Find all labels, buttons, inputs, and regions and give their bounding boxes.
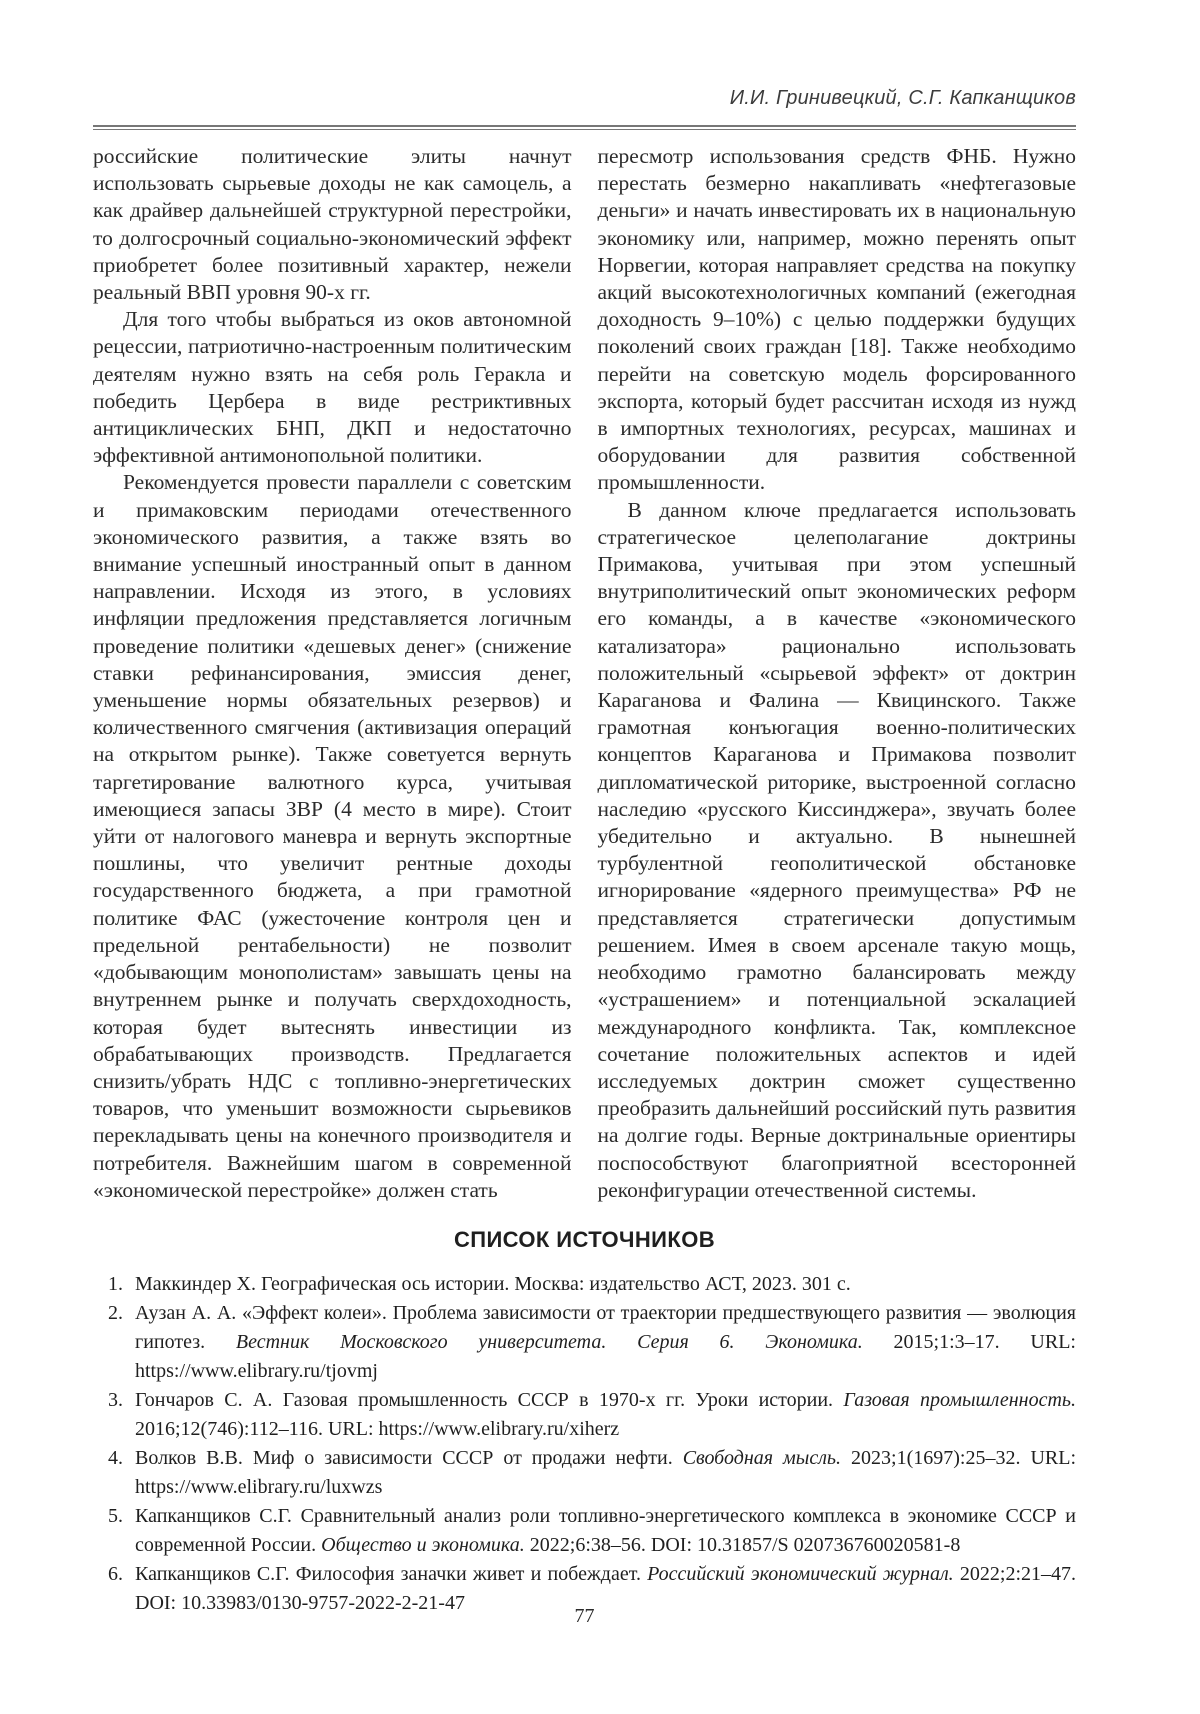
body-paragraph: Для того чтобы выбраться из оков автономной рецессии, патриотично-настроенным политическим деятелям нужно взять на себя роль Геракла и победить Цербера в виде рестриктивных антициклических БНП, ДКП и недостаточно эффективной антимонопольной политики.	[93, 307, 572, 468]
reference-number: 2.	[108, 1301, 123, 1324]
column-right	[598, 143, 1077, 1204]
column-left	[93, 143, 572, 1204]
reference-number: 5.	[108, 1504, 123, 1527]
reference-text: Аузан А. А. «Эффект колеи». Проблема зависимости от траектории предшествующего развития — эволюция гипотез. Вестник Московского университета. Серия 6. Экономика. 2015;1:3–17. URL: https://www.elibrary.ru/tjovmj	[135, 1301, 1076, 1382]
reference-text: Маккиндер Х. Географическая ось истории. Москва: издательство АСТ, 2023. 301 с.	[135, 1272, 851, 1295]
reference-text: Гончаров С. А. Газовая промышленность СССР в 1970-х гг. Уроки истории. Газовая промышленность. 2016;12(746):112–116. URL: https://www.elibrary.ru/xiherz	[135, 1388, 1076, 1440]
reference-number: 6.	[108, 1562, 123, 1585]
sources-list	[93, 1270, 1076, 1618]
reference-text: Капканщиков С.Г. Философия заначки живет и побеждает. Российский экономический журнал. 2022;2:21–47. DOI: 10.33983/0130-9757-2022-2-21-47	[135, 1562, 1076, 1614]
reference-item	[93, 1502, 1076, 1560]
page-number: 77	[574, 1605, 595, 1627]
reference-number: 4.	[108, 1446, 123, 1469]
page-header-authors: И.И. Гринивецкий, С.Г. Капканщиков	[729, 87, 1076, 109]
reference-item	[93, 1299, 1076, 1386]
reference-number: 3.	[108, 1388, 123, 1411]
body-paragraph: В данном ключе предлагается использовать стратегическое целеполагание доктрины Примакова, учитывая при этом успешный внутриполитический опыт экономических реформ его команды, а в качестве «экономического катализатора» рационально использовать положительный «сырьевой эффект» от доктрин Караганова и Фалина — Квицинского. Также грамотная конъюгация военно-политических концептов Караганова и Примакова позволит дипломатической риторике, выстроенной согласно наследию «русского Киссинджера», звучать более убедительно и актуально. В нынешней турбулентной геополитической обстановке игнорирование «ядерного преимущества» РФ не представляется стратегически допустимым решением. Имея в своем арсенале такую мощь, необходимо грамотно балансировать между «устрашением» и потенциальной эскалацией международного конфликта. Так, комплексное сочетание положительных аспектов и идей исследуемых доктрин сможет существенно преобразить дальнейший российский путь развития на долгие годы. Верные доктринальные ориентиры поспособствуют благоприятной всесторонней реконфигурации отечественной системы.	[597, 497, 1076, 1202]
reference-item	[93, 1270, 1076, 1299]
reference-number: 1.	[108, 1272, 123, 1295]
body-columns	[93, 143, 1076, 1204]
header-divider	[93, 125, 1076, 130]
reference-item	[93, 1386, 1076, 1444]
body-paragraph: Рекомендуется провести параллели с советским и примаковским периодами отечественного экономического развития, а также взять во внимание успешный иностранный опыт в данном направлении. Исходя из этого, в условиях инфляции предложения представляется логичным проведение политики «дешевых денег» (снижение ставки рефинансирования, эмиссия денег, уменьшение нормы обязательных резервов) и количественного смягчения (активизация операций на открытом рынке). Также советуется вернуть таргетирование валютного курса, учитывая имеющиеся запасы ЗВР (4 место в мире). Стоит уйти от налогового маневра и вернуть экспортные пошлины, что увеличит рентные доходы государственного бюджета, а при грамотной политике ФАС (ужесточение контроля цен и предельной рентабельности) не позволит «добывающим монополистам» завышать цены на внутреннем рынке и получать сверхдоходность, которая будет вытеснять инвестиции из обрабатывающих производств. Предлагается снизить/убрать НДС с топливно-энергетических товаров, что уменьшит возможности сырьевиков перекладывать цены на конечного производителя и потребителя. Важнейшим шагом в современной «экономической перестройке» должен стать	[93, 470, 572, 1202]
sources-heading: СПИСОК ИСТОЧНИКОВ	[453, 1226, 716, 1252]
reference-text: Капканщиков С.Г. Сравнительный анализ роли топливно-энергетического комплекса в экономике СССР и современной России. Общество и экономика. 2022;6:38–56. DOI: 10.31857/S 020736760020581-8	[135, 1504, 1076, 1556]
reference-item	[93, 1444, 1076, 1502]
body-paragraph: пересмотр использования средств ФНБ. Нужно перестать безмерно накапливать «нефтегазовые деньги» и начать инвестировать их в национальную экономику или, например, можно перенять опыт Норвегии, которая направляет средства на покупку акций высокотехнологичных компаний (ежегодная доходность 9–10%) с целью поддержки будущих поколений своих граждан [18]. Также необходимо перейти на советскую модель форсированного экспорта, который будет рассчитан исходя из нужд в импортных технологиях, ресурсах, машинах и оборудовании для развития собственной промышленности.	[597, 144, 1076, 495]
reference-text: Волков В.В. Миф о зависимости СССР от продажи нефти. Свободная мысль. 2023;1(1697):25–32. URL: https://www.elibrary.ru/luxwzs	[135, 1446, 1076, 1498]
body-paragraph: российские политические элиты начнут использовать сырьевые доходы не как самоцель, а как драйвер дальнейшей структурной перестройки, то долгосрочный социально-экономический эффект приобретет более позитивный характер, нежели реальный ВВП уровня 90-х гг.	[93, 144, 572, 305]
